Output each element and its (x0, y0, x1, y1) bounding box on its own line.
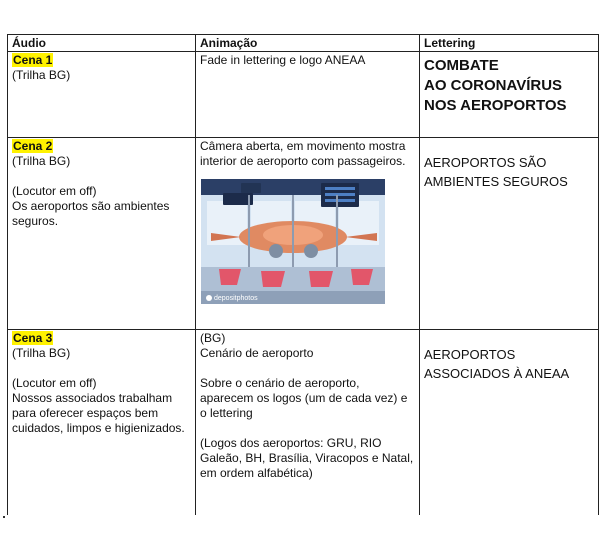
scene-2-animation-text: Câmera aberta, em movimento mostra interior de aeroporto com passageiros. (200, 139, 406, 168)
storyboard-table (7, 34, 599, 515)
scene-1-audio-cell (8, 52, 196, 138)
scene-3-audio-line: (Trilha BG) (12, 346, 71, 360)
scene-2-audio-cell (8, 138, 196, 330)
scene-3-label: Cena 3 (13, 331, 53, 345)
scene-3-audio-line: (Locutor em off) (12, 376, 97, 390)
header-row (8, 35, 599, 52)
lettering-header: Lettering (420, 35, 599, 52)
scene-1-animation-text: Fade in lettering e logo ANEAA (200, 53, 366, 67)
scene-2-lettering-cell (420, 138, 599, 330)
scene-1-lettering (424, 56, 594, 116)
lettering-line: COMBATE (424, 57, 499, 74)
scene-3-lettering: AEROPORTOS ASSOCIADOS À ANEAA (424, 347, 570, 381)
scene-2-label: Cena 2 (13, 139, 53, 153)
lettering-line: AO CORONAVÍRUS (424, 77, 563, 94)
scene-3-audio-cell (8, 330, 196, 516)
scene-3-animation-line: (BG) (200, 331, 226, 345)
scene-2-animation-cell (196, 138, 420, 330)
scene-1-row (8, 52, 599, 138)
scene-3-audio-line: Nossos associados trabalham para oferecer espaços bem cuidados, limpos e higienizados. (12, 391, 185, 435)
scene-2-audio-line: (Locutor em off) (12, 184, 97, 198)
scene-2-audio-line: Os aeroportos são ambientes seguros. (12, 199, 170, 228)
scene-3-animation-line: (Logos dos aeroportos: GRU, RIO Galeão, BH, Brasília, Viracopos e Natal, em ordem alfabética) (200, 436, 414, 480)
scene-2-audio-line: (Trilha BG) (12, 154, 71, 168)
airport-illustration (201, 179, 385, 304)
animation-header: Animação (196, 35, 420, 52)
scene-1-audio-line: (Trilha BG) (12, 68, 71, 82)
scene-1-lettering-cell (420, 52, 599, 138)
scene-1-animation-cell (196, 52, 420, 138)
lettering-line: NOS AEROPORTOS (424, 97, 567, 114)
scene-3-animation-line: Sobre o cenário de aeroporto, aparecem os logos (um de cada vez) e o lettering (200, 376, 408, 420)
scene-2-row (8, 138, 599, 330)
watermark: depositphotos (214, 295, 258, 302)
airport-interior-image (201, 179, 385, 304)
stray-mark (3, 516, 5, 518)
scene-3-animation-line: Cenário de aeroporto (200, 346, 314, 360)
scene-3-animation-cell (196, 330, 420, 516)
scene-3-row (8, 330, 599, 516)
scene-3-lettering-cell (420, 330, 599, 516)
audio-header: Áudio (8, 35, 196, 52)
scene-1-label: Cena 1 (13, 53, 53, 67)
scene-2-lettering: AEROPORTOS SÃO AMBIENTES SEGUROS (424, 155, 568, 189)
